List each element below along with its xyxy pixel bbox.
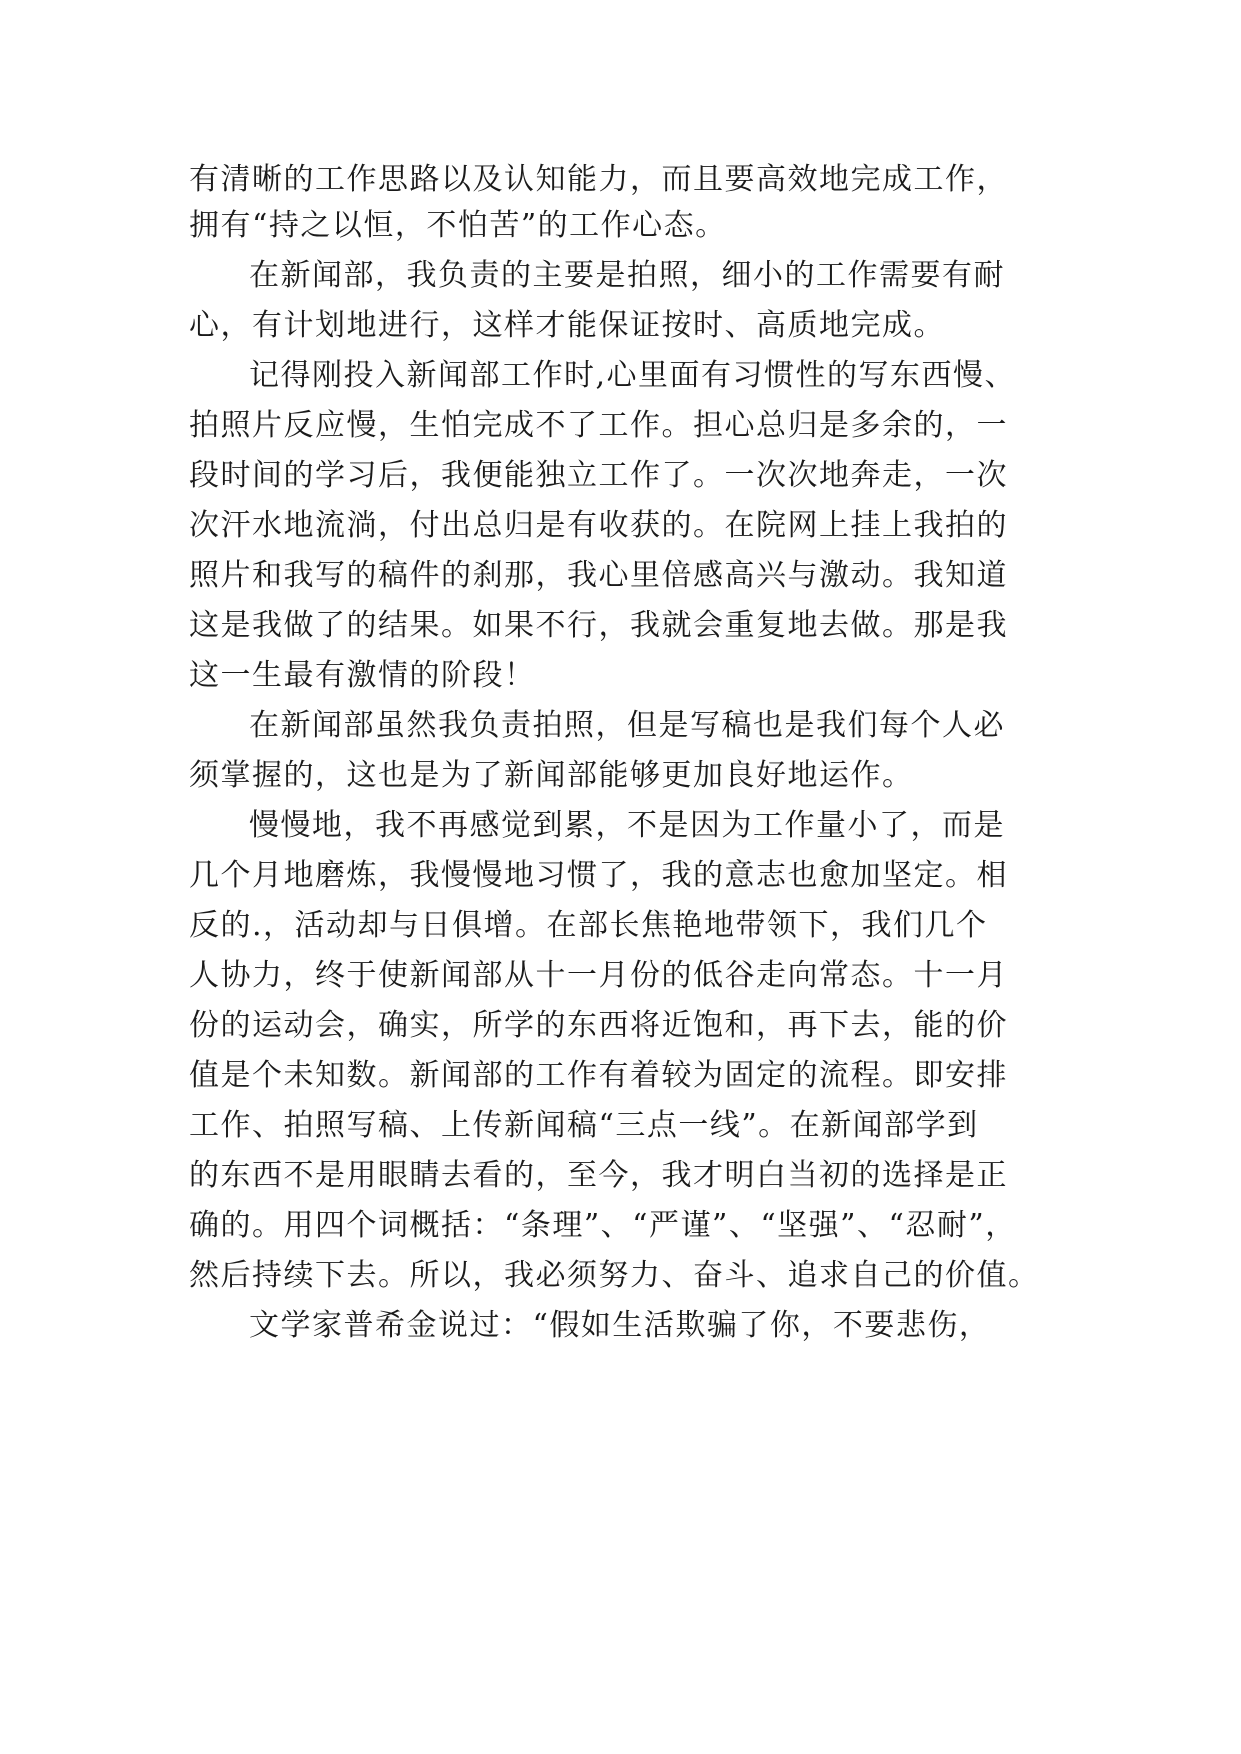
text-line: 照片和我写的稿件的刹那，我心里倍感高兴与激动。我知道 [189,558,1008,593]
text-line: 拍照片反应慢，生怕完成不了工作。担心总归是多余的，一 [189,408,1008,443]
text-line: 段时间的学习后，我便能独立工作了。一次次地奔走，一次 [189,458,1008,493]
text-line: 这一生最有激情的阶段！ [189,658,536,693]
text-line: 的东西不是用眼睛去看的，至今，我才明白当初的选择是正 [189,1158,1008,1193]
text-line: 人协力，终于使新闻部从十一月份的低谷走向常态。十一月 [189,958,1008,993]
text-line: 须掌握的，这也是为了新闻部能够更加良好地运作。 [189,758,914,793]
text-line: 这是我做了的结果。如果不行，我就会重复地去做。那是我 [189,608,1008,643]
text-line: 记得刚投入新闻部工作时,心里面有习惯性的写东西慢、 [249,358,1017,393]
text-line: 有清晰的工作思路以及认知能力，而且要高效地完成工作， [189,162,1008,197]
text-line: 文学家普希金说过：“假如生活欺骗了你，不要悲伤， [249,1308,991,1343]
text-line: 慢慢地，我不再感觉到累，不是因为工作量小了，而是 [249,808,1005,843]
text-line: 心，有计划地进行，这样才能保证按时、高质地完成。 [189,308,945,343]
text-line: 在新闻部虽然我负责拍照，但是写稿也是我们每个人必 [249,708,1005,743]
text-line: 拥有“持之以恒，不怕苦”的工作心态。 [189,208,727,243]
text-line: 然后持续下去。所以，我必须努力、奋斗、追求自己的价值。 [189,1258,1040,1293]
text-line: 工作、拍照写稿、上传新闻稿“三点一线”。在新闻部学到 [189,1108,979,1143]
text-line: 份的运动会，确实，所学的东西将近饱和，再下去，能的价 [189,1008,1008,1043]
text-line: 值是个未知数。新闻部的工作有着较为固定的流程。即安排 [189,1058,1008,1093]
text-line: 反的.，活动却与日俱增。在部长焦艳地带领下，我们几个 [189,908,988,943]
text-line: 几个月地磨炼，我慢慢地习惯了，我的意志也愈加坚定。相 [189,858,1008,893]
text-line: 在新闻部，我负责的主要是拍照，细小的工作需要有耐 [249,258,1005,293]
text-line: 次汗水地流淌，付出总归是有收获的。在院网上挂上我拍的 [189,508,1008,543]
text-line: 确的。用四个词概括：“条理”、“严谨”、“坚强”、“忍耐”， [189,1208,1017,1243]
